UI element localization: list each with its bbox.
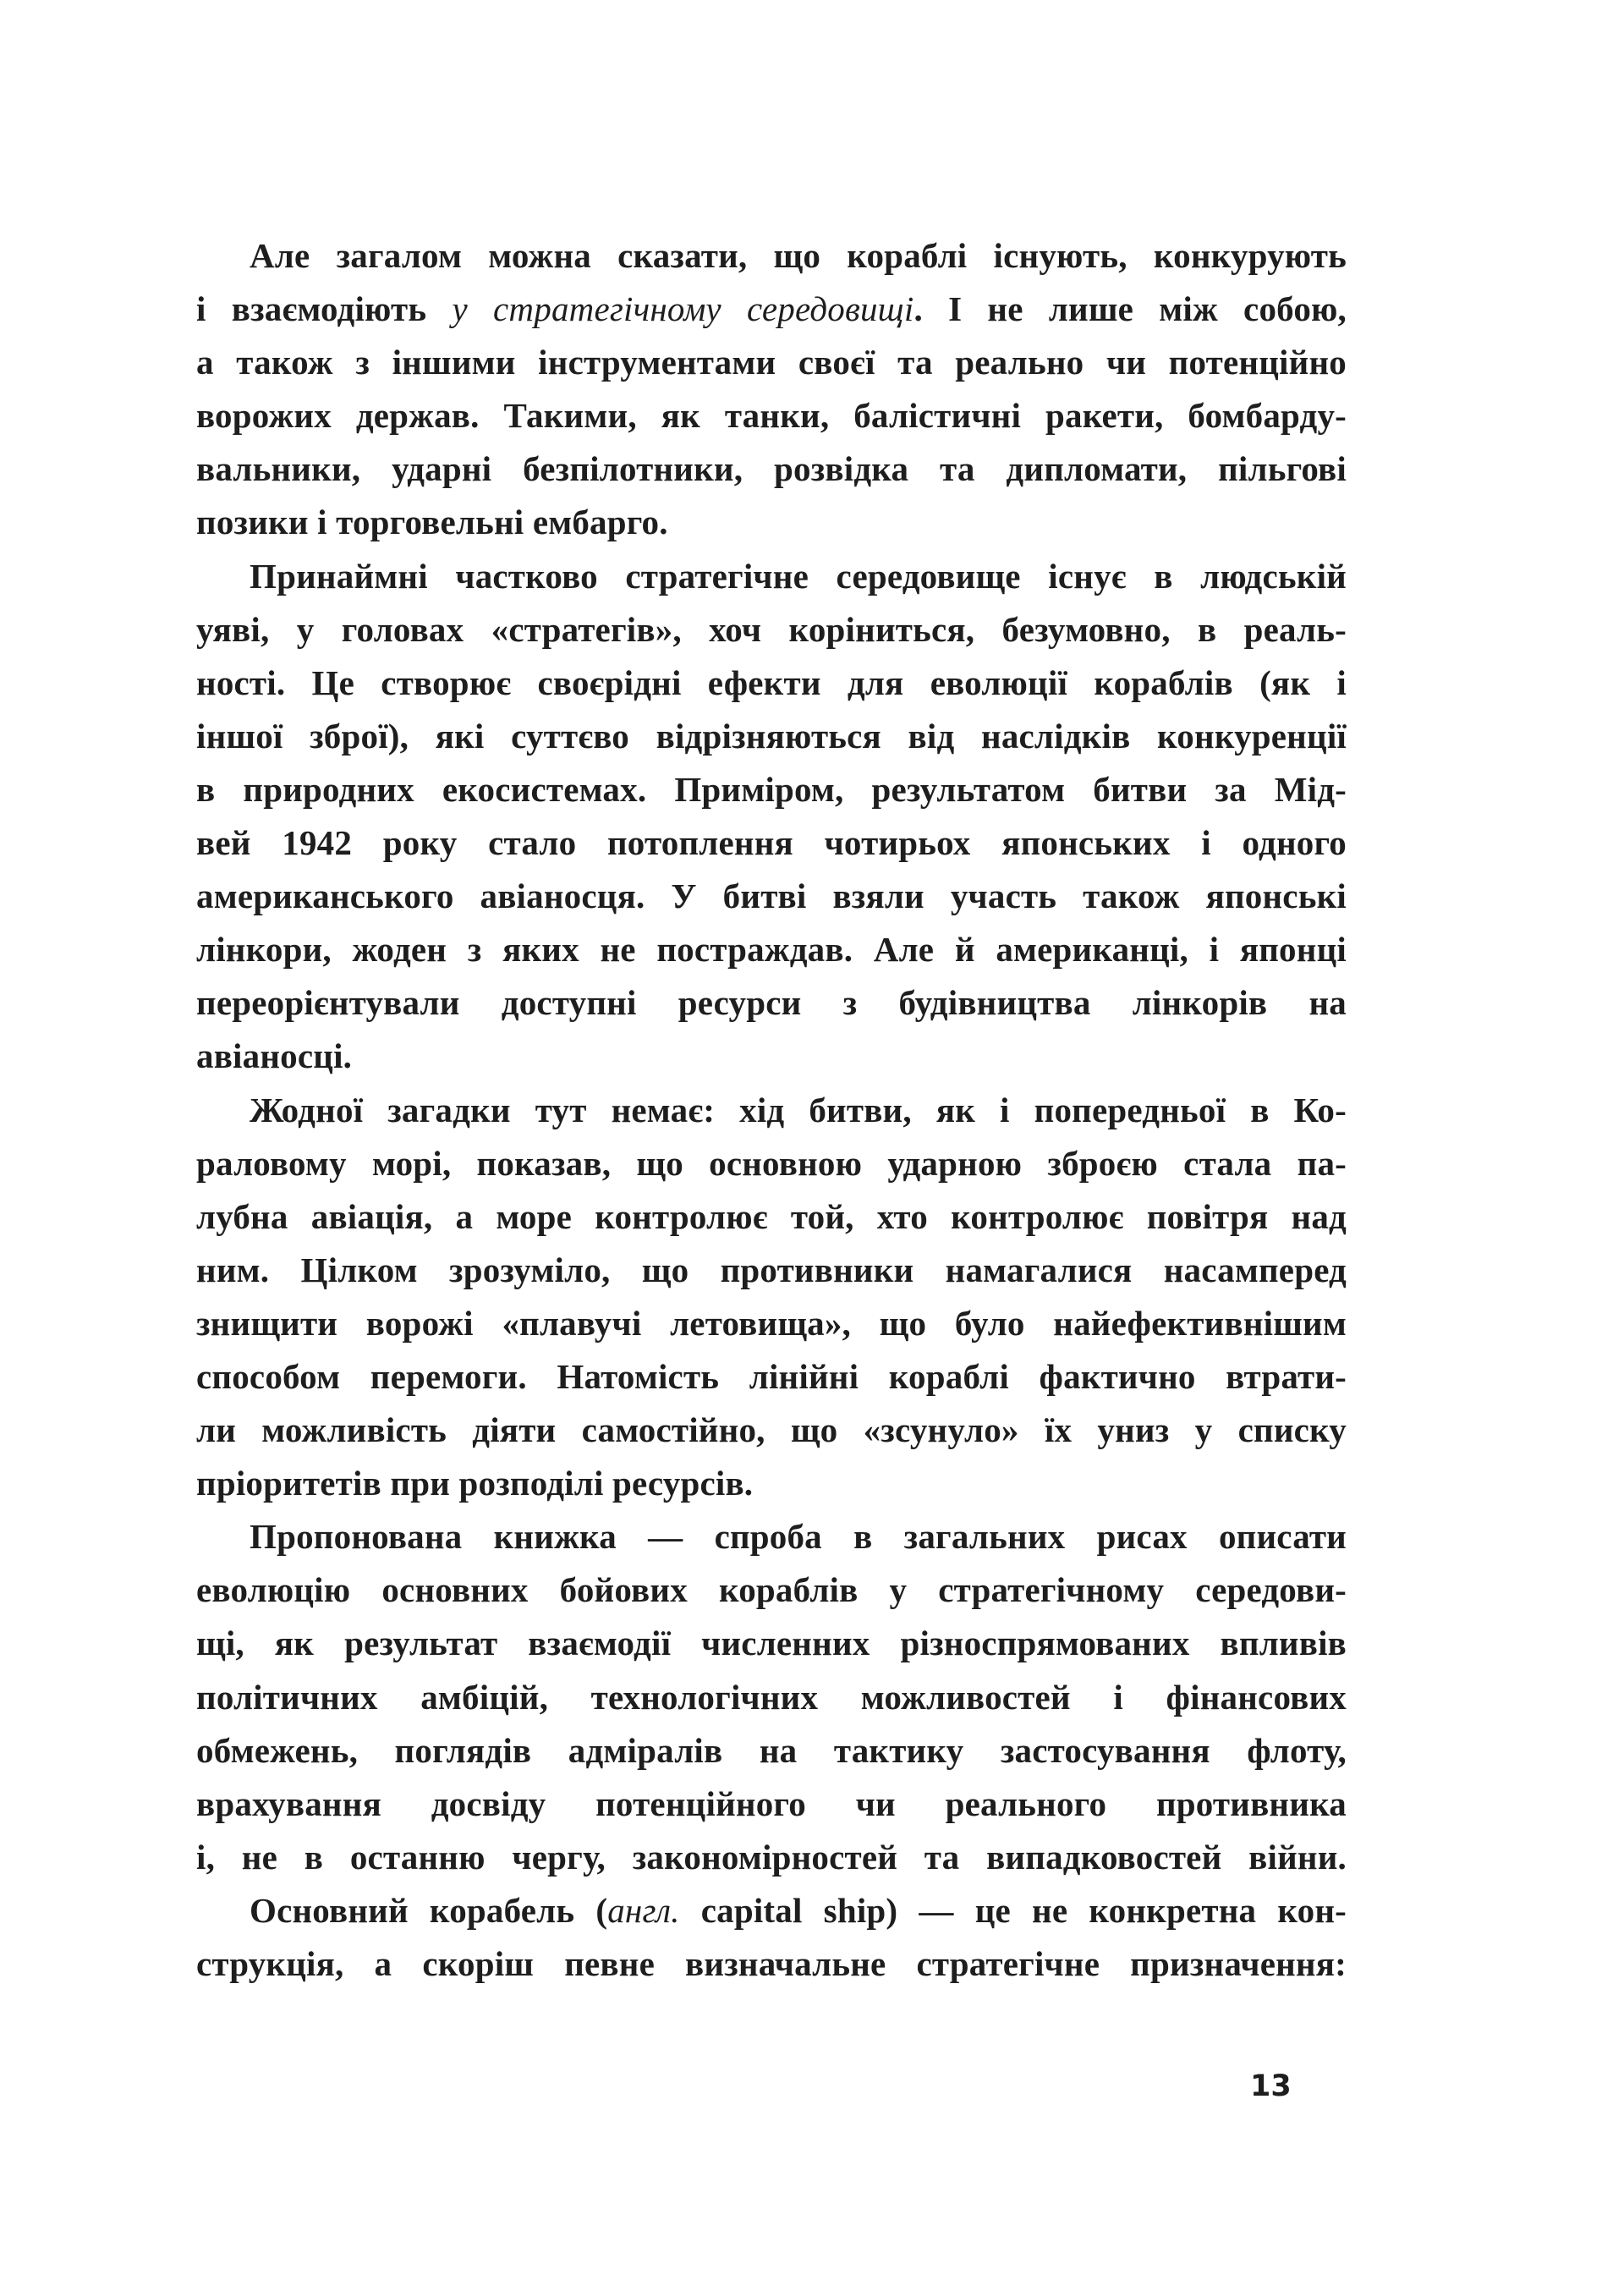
text-line: Але загалом можна сказати, що кораблі існують, конкурують bbox=[250, 236, 1347, 275]
text-line: ли можливість діяти самостійно, що «зсунуло» їх униз у списку bbox=[196, 1410, 1347, 1450]
text-line: лубна авіація, а море контролює той, хто контролює повітря над bbox=[196, 1196, 1347, 1236]
text-line: переорієнтували доступні ресурси з будівництва лінкорів на bbox=[196, 983, 1347, 1023]
text-line: раловому морі, показав, що основною ударною зброєю стала па- bbox=[196, 1143, 1347, 1183]
text-line: еволюцію основних бойових кораблів у стратегічному середови- bbox=[196, 1570, 1347, 1610]
text-line: авіаносці. bbox=[196, 1036, 353, 1076]
text-line: ворожих держав. Такими, як танки, балістичні ракети, бомбарду- bbox=[196, 396, 1347, 436]
text-line: Пропонована книжка — спроба в загальних рисах описати bbox=[250, 1517, 1347, 1557]
page-number: 13 bbox=[1250, 2069, 1292, 2103]
body-text bbox=[196, 229, 1347, 1991]
italic-abbreviation: англ. bbox=[607, 1890, 680, 1930]
paragraph-3 bbox=[196, 1084, 1347, 1511]
text-line: позики і торговельні ембарго. bbox=[196, 503, 668, 542]
paragraph-1 bbox=[196, 229, 1347, 550]
text-line: обмежень, поглядів адміралів на тактику застосування флоту, bbox=[196, 1730, 1347, 1770]
text-line: іншої зброї), які суттєво відрізняються від наслідків конкуренції bbox=[196, 716, 1347, 756]
paragraph-2 bbox=[196, 550, 1347, 1084]
text-line: знищити ворожі «плавучі летовища», що було найефективнішим bbox=[196, 1303, 1347, 1343]
text-line: вей 1942 року стало потоплення чотирьох японських і одного bbox=[196, 823, 1347, 863]
text-line: а також з іншими інструментами своєї та реально чи потенційно bbox=[196, 343, 1347, 382]
text-line: щі, як результат взаємодії численних різноспрямованих впливів bbox=[196, 1624, 1347, 1663]
text-line: ності. Це створює своєрідні ефекти для еволюції кораблів (як і bbox=[196, 662, 1347, 702]
text-line: лінкори, жоден з яких не постраждав. Але й американці, і японці bbox=[196, 930, 1347, 970]
text-line: струкція, а скоріш певне визначальне стратегічне призначення: bbox=[196, 1944, 1347, 1983]
paragraph-4 bbox=[196, 1510, 1347, 1884]
paragraph-5 bbox=[196, 1884, 1347, 1991]
text-line: уяві, у головах «стратегів», хоч коріниться, безумовно, в реаль- bbox=[196, 609, 1347, 649]
text-line: вальники, ударні безпілотники, розвідка та дипломати, пільгові bbox=[196, 449, 1347, 489]
text-line: і, не в останню чергу, закономірностей та випадковостей війни. bbox=[196, 1837, 1347, 1877]
text-line: способом перемоги. Натомість лінійні кораблі фактично втрати- bbox=[196, 1356, 1347, 1396]
text-line: Основний корабель (англ. capital ship) — це не конкретна кон- bbox=[250, 1890, 1347, 1930]
text-line: врахування досвіду потенційного чи реального противника bbox=[196, 1783, 1347, 1823]
text-line: політичних амбіцій, технологічних можливостей і фінансових bbox=[196, 1677, 1347, 1717]
text-line: американського авіаносця. У битві взяли участь також японські bbox=[196, 876, 1347, 916]
text-line: ним. Цілком зрозуміло, що противники намагалися насамперед bbox=[196, 1250, 1347, 1289]
text-line: і взаємодіють у стратегічному середовищі. І не лише між собою, bbox=[196, 289, 1347, 329]
text-line: Принаймні частково стратегічне середовище існує в людській bbox=[250, 556, 1347, 596]
text-line: Жодної загадки тут немає: хід битви, як і попередньої в Ко- bbox=[250, 1090, 1347, 1129]
text-line: пріоритетів при розподілі ресурсів. bbox=[196, 1464, 754, 1503]
italic-emphasis: у стратегічному середовищі bbox=[452, 289, 914, 329]
text-line: в природних екосистемах. Приміром, результатом битви за Мід- bbox=[196, 769, 1347, 809]
